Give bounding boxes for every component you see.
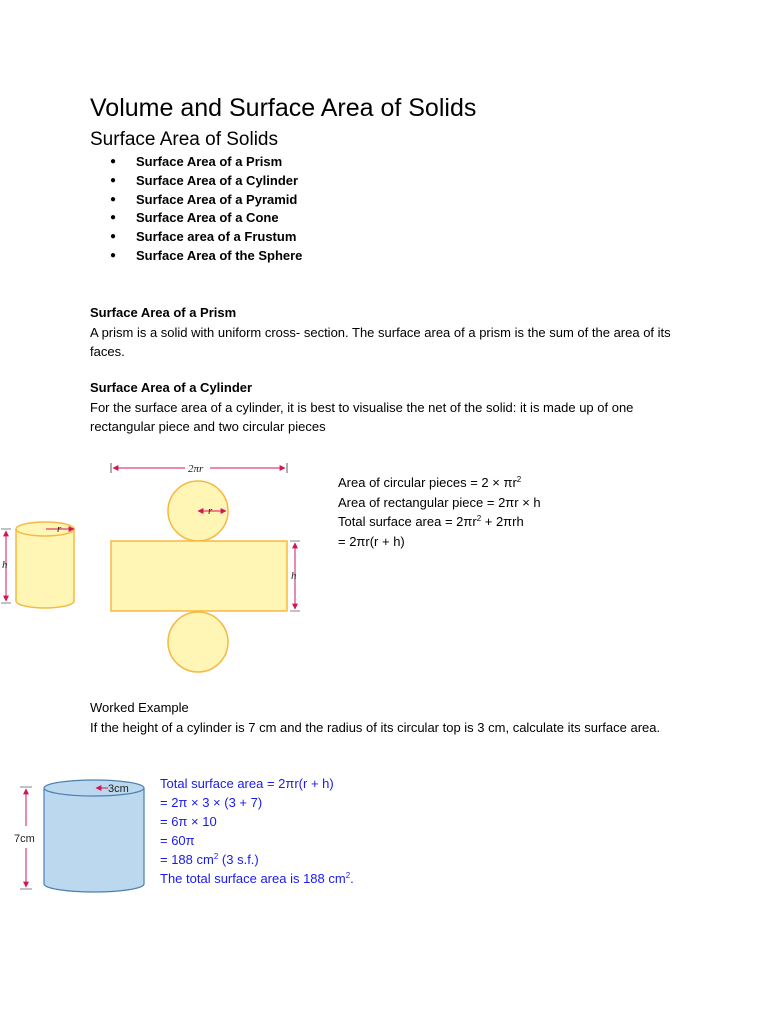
topic-list-item: ● Surface Area of a Cone [110, 209, 302, 228]
superscript: 2 [516, 475, 522, 484]
example-heading: Worked Example [90, 700, 189, 715]
cylinder-solid [1, 522, 74, 608]
formula-line: + 2πrh [481, 514, 524, 529]
superscript: 2 [476, 514, 482, 523]
formula-line: = 2πr(r + h) [338, 533, 405, 549]
net-width-dimension [111, 463, 287, 475]
topic-list-item: ● Surface Area of a Pyramid [110, 191, 302, 210]
topic-list-item: ● Surface Area of the Sphere [110, 247, 302, 266]
solution-line: . [350, 871, 354, 886]
example-radius-label: 3cm [108, 783, 129, 795]
solution-line: Total surface area = 2πr(r + h) [160, 776, 334, 791]
solution-line: The total surface area is 188 cm [160, 871, 346, 886]
prism-heading: Surface Area of a Prism [90, 305, 237, 320]
formula-line: Area of circular pieces = 2 × πr [338, 475, 517, 490]
cylinder-radius-label: r [57, 523, 62, 535]
solution-line: = 2π × 3 × (3 + 7) [160, 795, 263, 810]
topic-list [110, 153, 302, 266]
example-cylinder-figure [10, 776, 150, 896]
net-height-dimension [290, 541, 300, 611]
topic-list-item: ● Surface area of a Frustum [110, 228, 302, 247]
net-width-label: 2πr [188, 463, 204, 475]
formula-line: Total surface area = 2πr [338, 514, 477, 529]
solution-line: (3 s.f.) [218, 852, 259, 867]
cylinder-formulas [338, 473, 541, 551]
solution-line: = 188 cm [160, 852, 214, 867]
example-solution [160, 774, 354, 888]
formula-line: Area of rectangular piece = 2πr × h [338, 494, 541, 510]
prism-paragraph: A prism is a solid with uniform cross- section. The surface area of a prism is the sum of the area of its faces. [90, 325, 671, 359]
cylinder-paragraph: For the surface area of a cylinder, it is best to visualise the net of the solid: it is made up of one rectangular piece and two circular pieces [90, 400, 634, 434]
page-title: Volume and Surface Area of Solids [90, 94, 477, 122]
net-radius-label: r [208, 505, 213, 517]
example-height-label: 7cm [14, 833, 35, 845]
net-bottom-circle [168, 612, 228, 672]
cylinder-net-figure [0, 455, 330, 680]
net-rectangle [111, 541, 287, 611]
superscript: 2 [213, 852, 219, 861]
net-height-label: h [291, 570, 297, 582]
topic-list-item: ● Surface Area of a Cylinder [110, 172, 302, 191]
cylinder-heading: Surface Area of a Cylinder [90, 380, 253, 395]
solution-line: = 6π × 10 [160, 814, 217, 829]
topic-list-item: ● Surface Area of a Prism [110, 153, 302, 172]
example-paragraph: If the height of a cylinder is 7 cm and the radius of its circular top is 3 cm, calculate its surface area. [90, 720, 661, 735]
page-subtitle: Surface Area of Solids [90, 129, 278, 150]
cylinder-height-label: h [2, 559, 8, 571]
solution-line: = 60π [160, 833, 195, 848]
superscript: 2 [345, 871, 351, 880]
